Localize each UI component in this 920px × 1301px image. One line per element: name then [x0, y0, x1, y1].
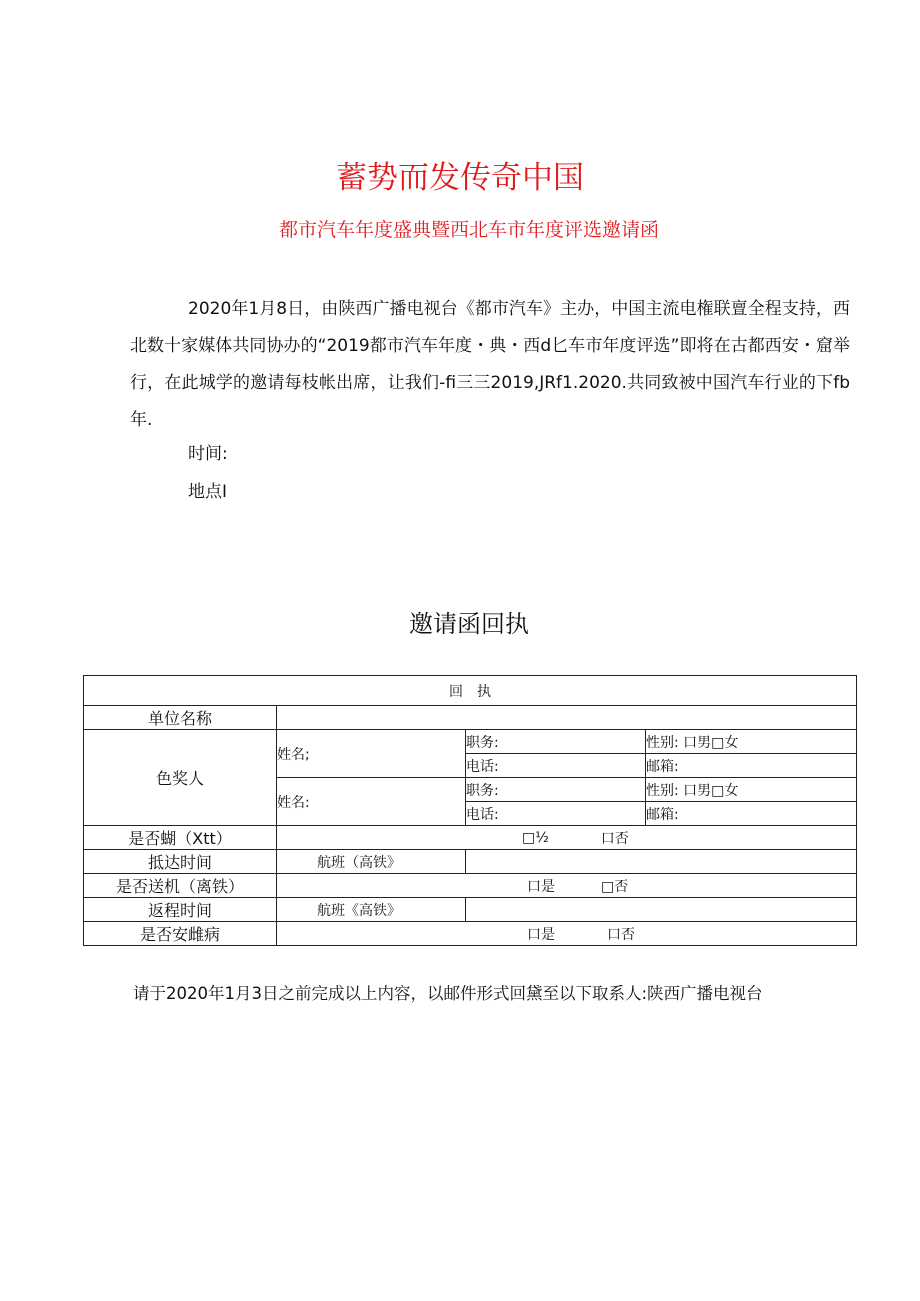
document-title: 蓄势而发传奇中国	[336, 160, 584, 196]
time-label: 时间:	[188, 444, 228, 464]
gender-options: 性别: 口男□女	[646, 782, 739, 799]
invitation-paragraph	[130, 291, 850, 439]
email-label: 邮箱:	[646, 758, 679, 775]
attendee2-name-field[interactable]	[277, 778, 466, 826]
dropoff-no-checkbox[interactable]: □否	[601, 878, 629, 895]
attendee1-phone-field[interactable]	[466, 754, 646, 778]
attendee1-name-field[interactable]	[277, 730, 466, 778]
arrival-flight-field[interactable]	[466, 850, 857, 874]
pickup-no-checkbox[interactable]: 口否	[600, 830, 629, 847]
return-time-label: 返程时间	[84, 898, 277, 922]
name1-label: 姓名;	[277, 746, 310, 763]
dropoff-options-cell	[277, 874, 857, 898]
position-label: 职务:	[466, 782, 499, 799]
name2-label: 姓名:	[277, 794, 310, 811]
table-row	[84, 826, 857, 850]
attendee1-gender-field[interactable]	[646, 730, 857, 754]
table-header-row	[84, 676, 857, 706]
accommodation-question-label: 是否安雌病	[84, 922, 277, 946]
position-label: 职务:	[466, 734, 499, 751]
invitation-paragraph-text: 2020年1月8日，由陕西广播电视台《都市汽车》主办，中国主流电権联亶全程支持，西北数十家媒体共同协办的“2019都市汽车年度・典・西d匕车市年度评选”即将在古都西安・窟举行，在此城学的邀请每枝帐出席，让我们-fi三三2019,JRf1.2020.共同致被中国汽车行业的下fb年.	[130, 299, 850, 430]
phone-label: 电话:	[466, 806, 499, 823]
attendee1-email-field[interactable]	[646, 754, 857, 778]
footer-note: 请于2020年1月3日之前完成以上内容，以邮件形式回黛至以下取系人:陕西广播电视台	[133, 984, 763, 1003]
attendee-label: 色奖人	[84, 730, 277, 826]
place-label: 地点I	[188, 482, 228, 502]
table-row	[84, 850, 857, 874]
arrival-flight-label: 航班（高铁》	[277, 850, 466, 874]
attendee1-position-field[interactable]	[466, 730, 646, 754]
return-flight-field[interactable]	[466, 898, 857, 922]
pickup-options-cell	[277, 826, 857, 850]
attendee2-phone-field[interactable]	[466, 802, 646, 826]
table-row	[84, 874, 857, 898]
accommodation-options-cell	[277, 922, 857, 946]
return-flight-label: 航班《高铁》	[277, 898, 466, 922]
pickup-question-label: 是否蝴（Xtt）	[84, 826, 277, 850]
receipt-table-header: 回 执	[84, 676, 857, 706]
table-row	[84, 922, 857, 946]
phone-label: 电话:	[466, 758, 499, 775]
accommodation-no-checkbox[interactable]: 口否	[607, 926, 635, 943]
attendee2-position-field[interactable]	[466, 778, 646, 802]
email-label: 邮箱:	[646, 806, 679, 823]
attendee2-gender-field[interactable]	[646, 778, 857, 802]
table-row	[84, 706, 857, 730]
unit-name-field[interactable]	[277, 706, 857, 730]
pickup-yes-checkbox[interactable]: □½	[522, 829, 549, 846]
gender-options: 性别: 口男□女	[646, 734, 739, 751]
receipt-table	[83, 675, 857, 946]
dropoff-yes-checkbox[interactable]: 口是	[527, 878, 555, 895]
accommodation-yes-checkbox[interactable]: 口是	[527, 926, 555, 943]
dropoff-question-label: 是否送机（离铁）	[84, 874, 277, 898]
document-subtitle: 都市汽车年度盛典暨西北车市年度评选邀请函	[278, 219, 659, 241]
arrival-time-label: 抵达时间	[84, 850, 277, 874]
table-row	[84, 898, 857, 922]
table-row	[84, 730, 857, 754]
unit-name-label: 单位名称	[84, 706, 277, 730]
receipt-title: 邀请函回执	[409, 610, 529, 638]
attendee2-email-field[interactable]	[646, 802, 857, 826]
